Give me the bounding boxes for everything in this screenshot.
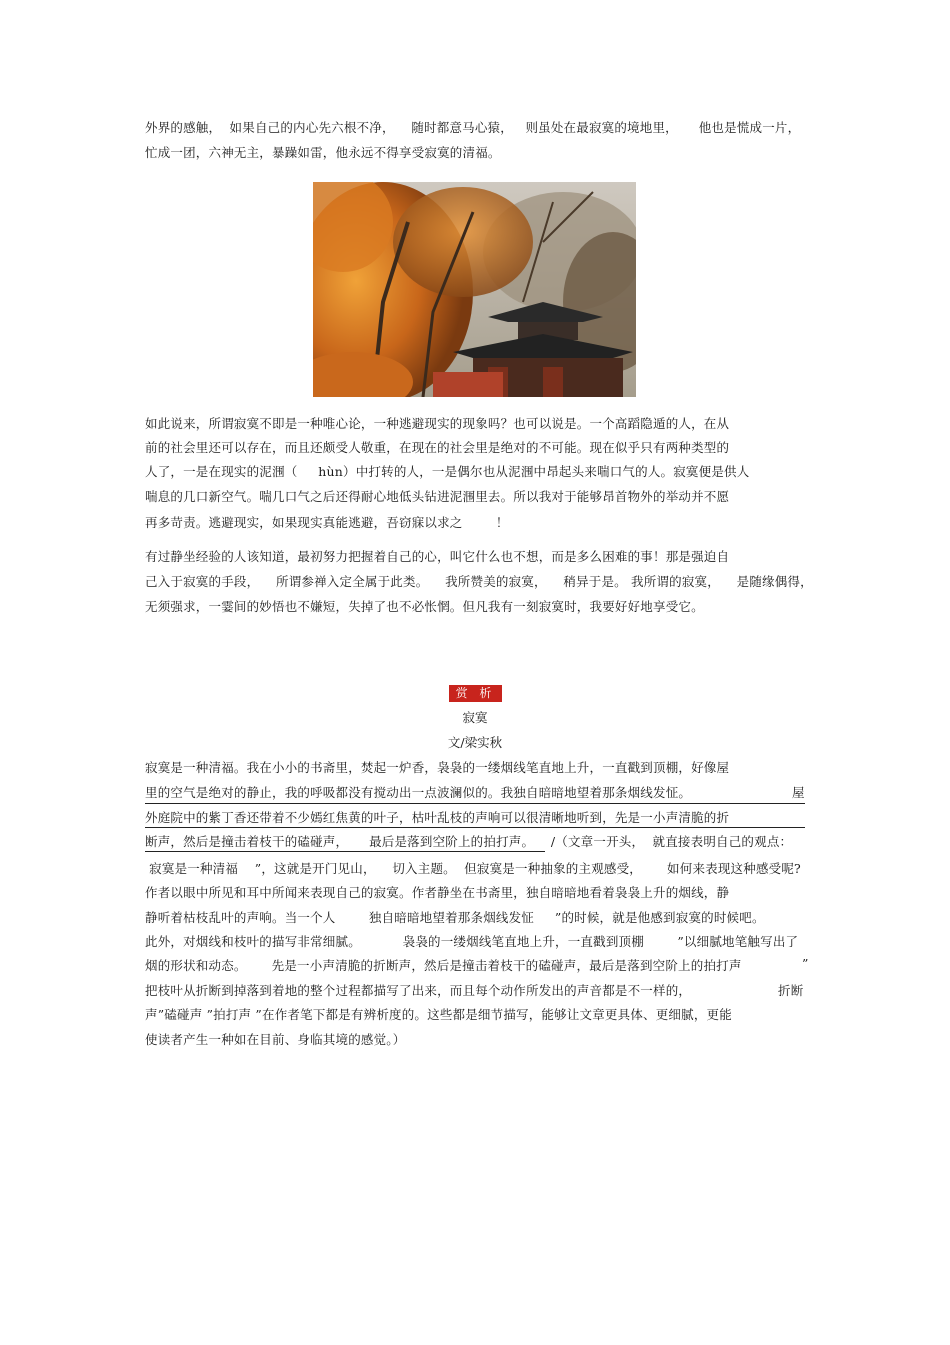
analysis-line: 寂寞是一种清福 ”，这就是开门见山， 切入主题。 但寂寞是一种抽象的主观感受， 如何来表现这种感受呢? bbox=[145, 861, 801, 876]
underline bbox=[145, 803, 805, 804]
paragraph-line: 己入于寂寞的手段， 所谓参禅入定全属于此类。 我所赞美的寂寞， 稍异于是。 我所谓的寂寞， 是随缘偶得， bbox=[145, 574, 813, 589]
appreciation-tag: 赏 析 bbox=[449, 685, 502, 702]
margin-fragment: ” bbox=[802, 956, 809, 971]
analysis-line: 里的空气是绝对的静止，我的呼吸都没有搅动出一点波澜似的。我独自暗暗地望着那条烟线发怔。 bbox=[145, 785, 692, 800]
margin-fragment: 折断 bbox=[778, 983, 804, 998]
essay-author: 文/梁实秋 bbox=[447, 735, 503, 750]
paragraph-line: 再多苛责。逃避现实，如果现实真能逃避，吾窃寐以求之 ！ bbox=[145, 515, 509, 530]
underline bbox=[145, 827, 805, 828]
margin-fragment: 屋 bbox=[792, 785, 805, 800]
analysis-line: 寂寞是一种清福。我在小小的书斋里，焚起一炉香，袅袅的一缕烟线笔直地上升，一直戳到顶棚，好像屋 bbox=[145, 760, 730, 775]
analysis-line: 作者以眼中所见和耳中所闻来表现自己的寂寞。作者静坐在书斋里，独自暗暗地看着袅袅上升的烟线，静 bbox=[145, 885, 730, 900]
paragraph-line: 如此说来，所谓寂寞不即是一种唯心论，一种逃避现实的现象吗？也可以说是。一个高蹈隐遁的人，在从 bbox=[145, 416, 730, 431]
analysis-line: 此外，对烟线和枝叶的描写非常细腻。 袅袅的一缕烟线笔直地上升，一直戳到顶棚 ”以细腻地笔触写出了 bbox=[145, 934, 799, 949]
analysis-line: 声”磕碰声 ”拍打声 ”在作者笔下都是有辨析度的。这些都是细节描写，能够让文章更具体、更细腻，更能 bbox=[145, 1007, 732, 1022]
underline bbox=[145, 851, 545, 852]
analysis-line: 使读者产生一种如在目前、身临其境的感觉。） bbox=[145, 1032, 406, 1047]
analysis-line: 断声，然后是撞击着枝干的磕碰声， 最后是落到空阶上的拍打声。 /（文章一开头， 就直接表明自己的观点： bbox=[145, 834, 793, 849]
paragraph-line: 喘息的几口新空气。喘几口气之后还得耐心地低头钻进泥涠里去。所以我对于能够昂首物外的举动并不愿 bbox=[145, 489, 730, 504]
paragraph-line: 有过静坐经验的人该知道，最初努力把握着自己的心，叫它什么也不想，而是多么困难的事！那是强迫自 bbox=[145, 549, 730, 564]
analysis-line: 外庭院中的紫丁香还带着不少嫣红焦黄的叶子，枯叶乱枝的声响可以很清晰地听到，先是一小声清脆的折 bbox=[145, 810, 730, 825]
analysis-line: 烟的形状和动态。 先是一小声清脆的折断声，然后是撞击着枝干的磕碰声，最后是落到空阶上的拍打声 bbox=[145, 958, 742, 973]
analysis-line: 把枝叶从折断到掉落到着地的整个过程都描写了出来，而且每个动作所发出的声音都是不一样的， bbox=[145, 983, 692, 998]
paragraph-line: 无须强求，一霎间的妙悟也不嫌短，失掉了也不必怅惘。但凡我有一刻寂寞时，我要好好地享受它。 bbox=[145, 599, 704, 614]
paragraph-line: 外界的感触， 如果自己的内心先六根不净， 随时都意马心猿， 则虽处在最寂寞的境地里， 他也是慌成一片， bbox=[145, 120, 801, 135]
analysis-line: 静听着枯枝乱叶的声响。当一个人 独自暗暗地望着那条烟线发怔 ”的时候，就是他感到寂寞的时候吧。 bbox=[145, 910, 765, 925]
autumn-temple-photo bbox=[313, 182, 636, 397]
paragraph-line: 忙成一团，六神无主，暴躁如雷，他永远不得享受寂寞的清福。 bbox=[145, 145, 501, 160]
paragraph-line: 人了，一是在现实的泥涠（ hùn）中打转的人，一是偶尔也从泥涠中昂起头来喘口气的人。寂寞便是供人 bbox=[145, 464, 750, 479]
essay-title: 寂寞 bbox=[462, 710, 488, 725]
paragraph-line: 前的社会里还可以存在，而且还颇受人敬重，在现在的社会里是绝对的不可能。现在似乎只有两种类型的 bbox=[145, 440, 730, 455]
